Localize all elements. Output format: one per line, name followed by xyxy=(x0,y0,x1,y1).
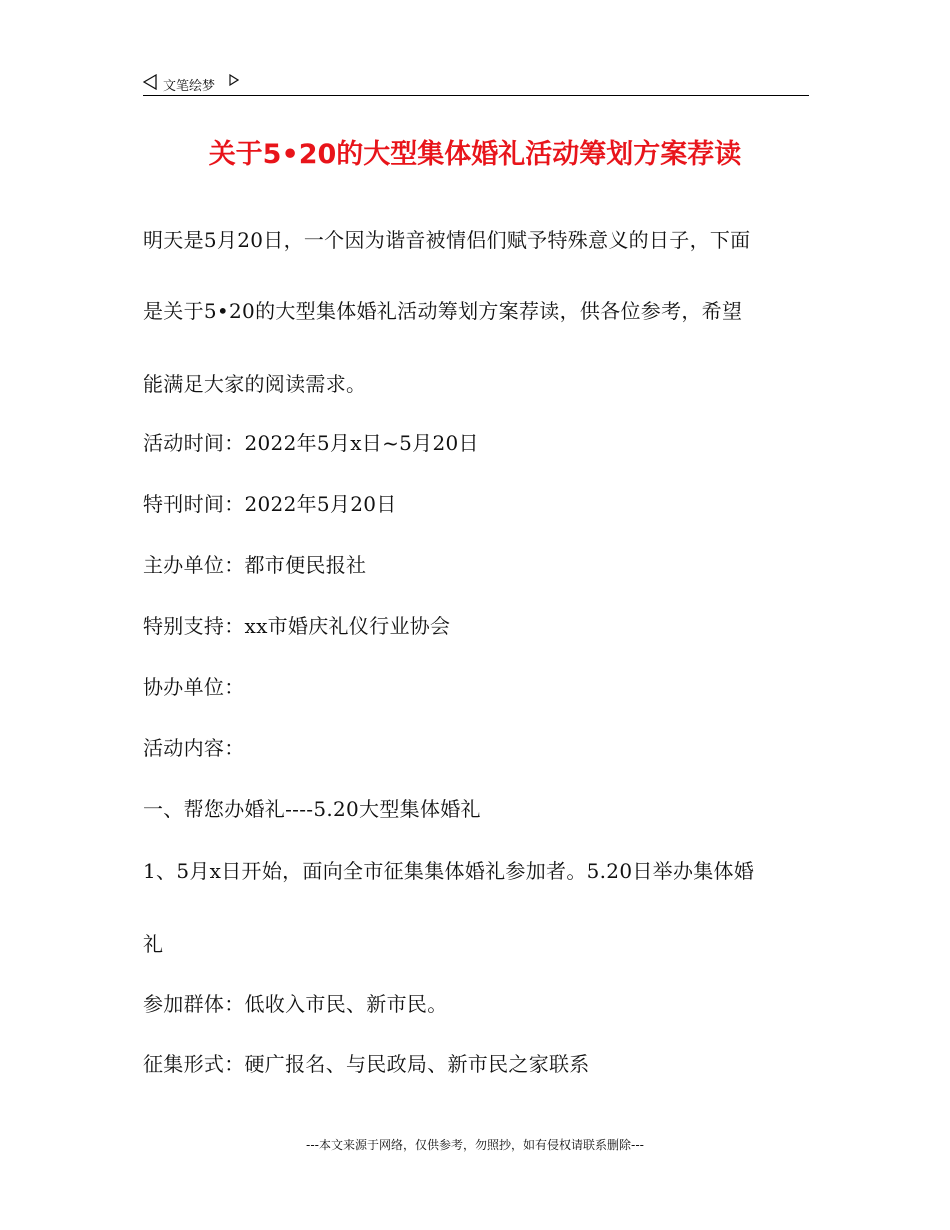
body-line: 协办单位： xyxy=(143,675,245,699)
body-line: 是关于5•20的大型集体婚礼活动筹划方案荐读，供各位参考，希望 xyxy=(143,299,743,323)
document-title: 关于5•20的大型集体婚礼活动筹划方案荐读 xyxy=(208,139,742,170)
body-line: 特刊时间：2022年5月20日 xyxy=(143,492,397,516)
body-line: 1、5月x日开始，面向全市征集集体婚礼参加者。5.20日举办集体婚 xyxy=(143,859,755,883)
body-line: 征集形式：硬广报名、与民政局、新市民之家联系 xyxy=(143,1052,590,1076)
body-line: 主办单位：都市便民报社 xyxy=(143,553,367,577)
section-heading: 一、帮您办婚礼----5.20大型集体婚礼 xyxy=(143,797,481,821)
body-line: 活动时间：2022年5月x日~5月20日 xyxy=(143,431,479,455)
body-line: 礼 xyxy=(143,932,164,956)
body-line: 明天是5月20日，一个因为谐音被情侣们赋予特殊意义的日子，下面 xyxy=(143,228,751,252)
footer-disclaimer: ---本文来源于网络，仅供参考，勿照抄，如有侵权请联系删除--- xyxy=(306,1138,644,1152)
body-line: 参加群体：低收入市民、新市民。 xyxy=(143,992,448,1016)
triangle-left-icon xyxy=(143,74,157,90)
header-rule xyxy=(143,95,809,96)
body-line: 能满足大家的阅读需求。 xyxy=(143,372,367,396)
document-header xyxy=(143,72,809,96)
header-brand: 文笔绘梦 xyxy=(163,79,216,94)
body-line: 活动内容： xyxy=(143,736,245,760)
triangle-right-icon xyxy=(229,74,239,86)
body-line: 特别支持：xx市婚庆礼仪行业协会 xyxy=(143,614,451,638)
